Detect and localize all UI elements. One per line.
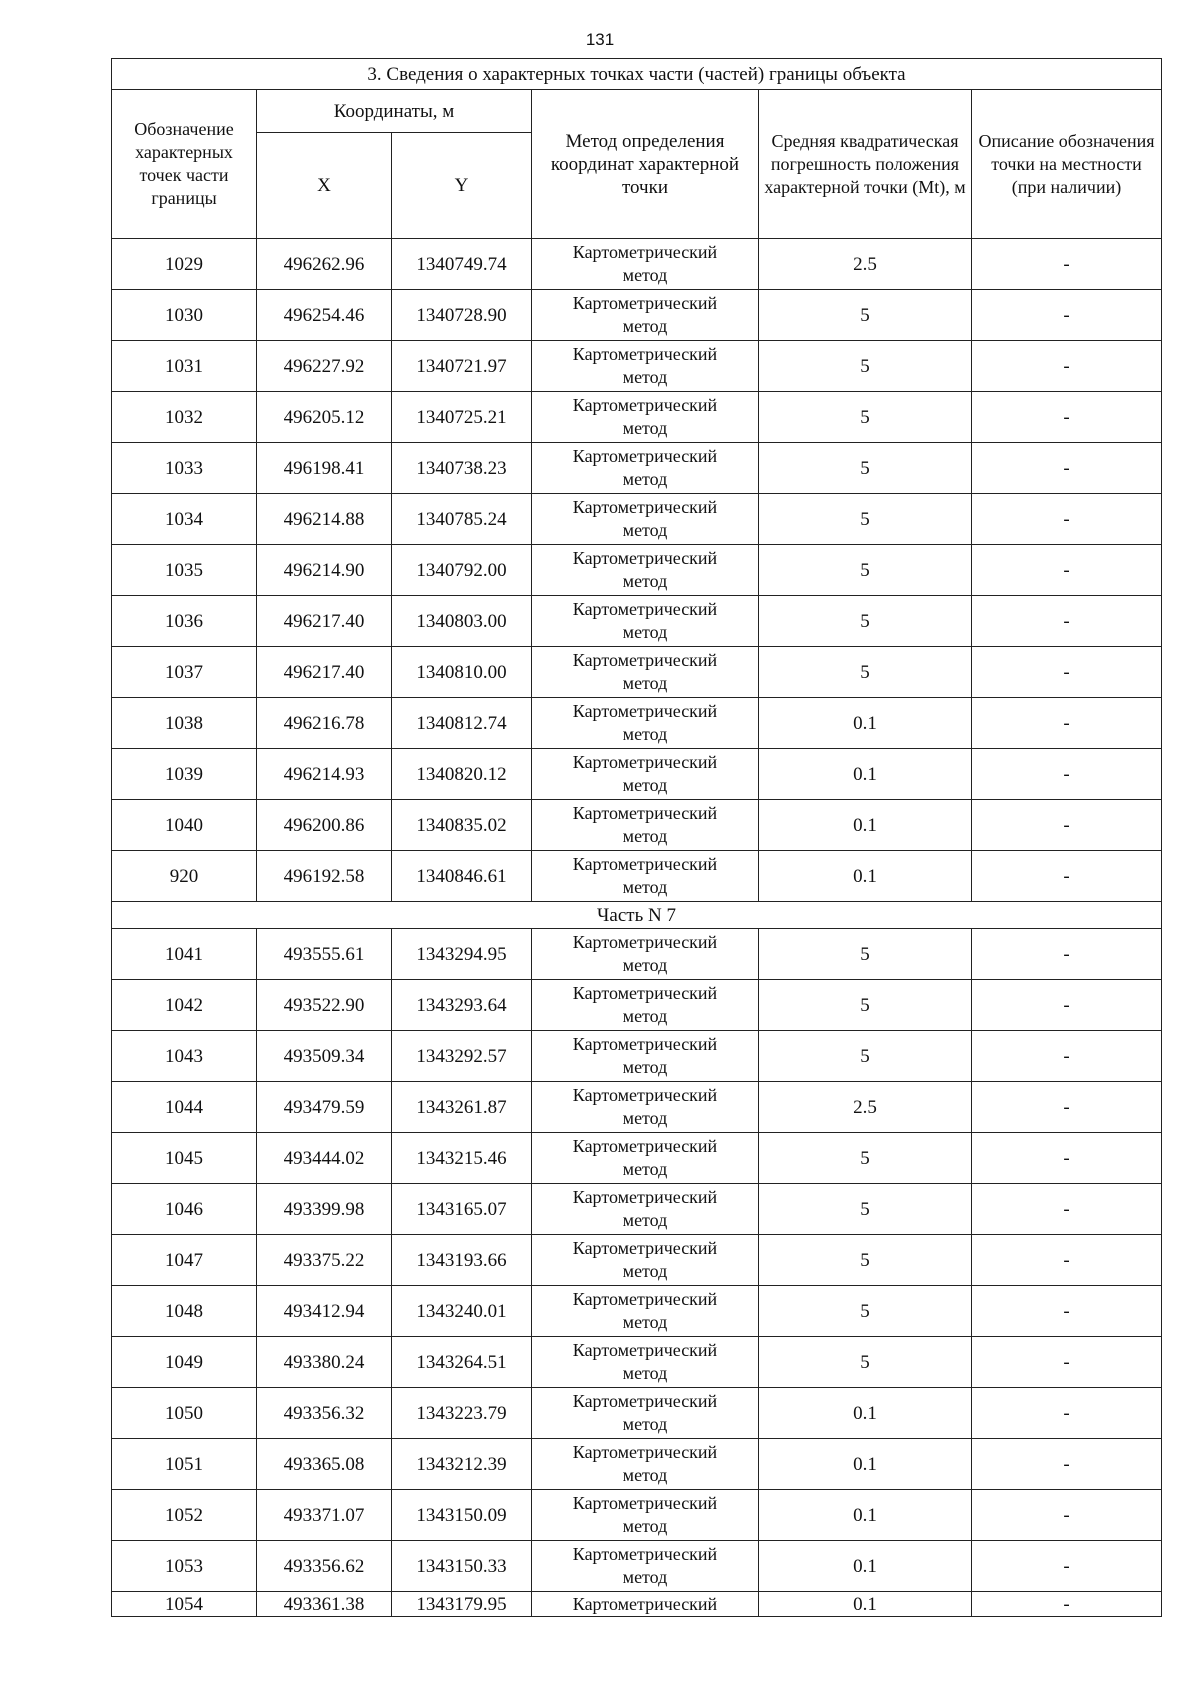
method-line-1: Картометрический <box>572 1493 718 1513</box>
table-row <box>112 749 1162 800</box>
table-row <box>112 1133 1162 1184</box>
method-cell <box>532 1082 759 1133</box>
x-coordinate-cell: 493444.02 <box>257 1133 392 1184</box>
method-cell <box>532 698 759 749</box>
header-x: X <box>257 133 392 239</box>
x-coordinate-cell: 493356.62 <box>257 1541 392 1592</box>
point-id-cell: 1054 <box>112 1592 257 1617</box>
table-row <box>112 1082 1162 1133</box>
method-cell <box>532 1388 759 1439</box>
table-row <box>112 1184 1162 1235</box>
method-line-2: метод <box>622 673 668 693</box>
method-line-1: Картометрический <box>572 1391 718 1411</box>
table-row <box>112 1286 1162 1337</box>
boundary-points-table <box>111 58 1162 1617</box>
table-row <box>112 341 1162 392</box>
method-line-1: Картометрический <box>572 1289 718 1309</box>
method-cell <box>532 851 759 902</box>
part-label-row <box>112 902 1162 929</box>
description-cell: - <box>972 851 1162 902</box>
table-row <box>112 494 1162 545</box>
x-coordinate-cell: 493365.08 <box>257 1439 392 1490</box>
point-id-cell: 1043 <box>112 1031 257 1082</box>
x-coordinate-cell: 496214.88 <box>257 494 392 545</box>
table-row <box>112 239 1162 290</box>
table-row <box>112 443 1162 494</box>
method-cell <box>532 1133 759 1184</box>
method-cell <box>532 290 759 341</box>
x-coordinate-cell: 493399.98 <box>257 1184 392 1235</box>
method-line-2: метод <box>622 367 668 387</box>
point-id-cell: 1051 <box>112 1439 257 1490</box>
description-cell: - <box>972 647 1162 698</box>
description-cell: - <box>972 545 1162 596</box>
method-line-2: метод <box>622 877 668 897</box>
error-cell: 0.1 <box>759 749 972 800</box>
x-coordinate-cell: 493361.38 <box>257 1592 392 1617</box>
table-row <box>112 1439 1162 1490</box>
x-coordinate-cell: 496200.86 <box>257 800 392 851</box>
point-id-cell: 1034 <box>112 494 257 545</box>
table-row <box>112 698 1162 749</box>
x-coordinate-cell: 496214.90 <box>257 545 392 596</box>
description-cell: - <box>972 290 1162 341</box>
method-line-2: метод <box>622 316 668 336</box>
method-line-2: метод <box>622 520 668 540</box>
x-coordinate-cell: 493509.34 <box>257 1031 392 1082</box>
method-line-1: Картометрический <box>572 854 718 874</box>
description-cell: - <box>972 698 1162 749</box>
description-cell: - <box>972 239 1162 290</box>
method-cell <box>532 647 759 698</box>
y-coordinate-cell: 1340721.97 <box>392 341 532 392</box>
error-cell: 5 <box>759 1286 972 1337</box>
description-cell: - <box>972 1286 1162 1337</box>
y-coordinate-cell: 1340728.90 <box>392 290 532 341</box>
method-line-2: метод <box>622 469 668 489</box>
method-line-1: Картометрический <box>572 803 718 823</box>
error-cell: 0.1 <box>759 1388 972 1439</box>
y-coordinate-cell: 1343150.09 <box>392 1490 532 1541</box>
point-id-cell: 1046 <box>112 1184 257 1235</box>
description-cell: - <box>972 1082 1162 1133</box>
method-cell <box>532 800 759 851</box>
error-cell: 5 <box>759 290 972 341</box>
method-line-2: метод <box>622 1516 668 1536</box>
x-coordinate-cell: 493479.59 <box>257 1082 392 1133</box>
table-row <box>112 800 1162 851</box>
method-line-2: метод <box>622 1006 668 1026</box>
error-cell: 5 <box>759 1337 972 1388</box>
y-coordinate-cell: 1340812.74 <box>392 698 532 749</box>
description-cell: - <box>972 1541 1162 1592</box>
table-row <box>112 1541 1162 1592</box>
method-line-1: Картометрический <box>572 548 718 568</box>
method-cell <box>532 980 759 1031</box>
description-cell: - <box>972 1031 1162 1082</box>
description-cell: - <box>972 1388 1162 1439</box>
error-cell: 5 <box>759 443 972 494</box>
method-line-2: метод <box>622 724 668 744</box>
point-id-cell: 1049 <box>112 1337 257 1388</box>
y-coordinate-cell: 1343165.07 <box>392 1184 532 1235</box>
table-row <box>112 929 1162 980</box>
table-row <box>112 290 1162 341</box>
table-row <box>112 851 1162 902</box>
method-line-1: Картометрический <box>572 1034 718 1054</box>
point-id-cell: 1048 <box>112 1286 257 1337</box>
point-id-cell: 1053 <box>112 1541 257 1592</box>
header-row-1 <box>112 90 1162 133</box>
description-cell: - <box>972 800 1162 851</box>
method-cell <box>532 1592 759 1617</box>
error-cell: 0.1 <box>759 1439 972 1490</box>
point-id-cell: 1039 <box>112 749 257 800</box>
y-coordinate-cell: 1340749.74 <box>392 239 532 290</box>
method-cell <box>532 1541 759 1592</box>
x-coordinate-cell: 493375.22 <box>257 1235 392 1286</box>
method-cell <box>532 239 759 290</box>
point-id-cell: 1038 <box>112 698 257 749</box>
x-coordinate-cell: 496192.58 <box>257 851 392 902</box>
description-cell: - <box>972 1184 1162 1235</box>
x-coordinate-cell: 496198.41 <box>257 443 392 494</box>
method-cell <box>532 929 759 980</box>
y-coordinate-cell: 1343261.87 <box>392 1082 532 1133</box>
method-cell <box>532 1490 759 1541</box>
table-row <box>112 980 1162 1031</box>
y-coordinate-cell: 1340846.61 <box>392 851 532 902</box>
point-id-cell: 920 <box>112 851 257 902</box>
method-line-2: метод <box>622 1210 668 1230</box>
description-cell: - <box>972 392 1162 443</box>
method-line-1: Картометрический <box>572 497 718 517</box>
method-line-1: Картометрический <box>572 446 718 466</box>
y-coordinate-cell: 1340835.02 <box>392 800 532 851</box>
table-row <box>112 545 1162 596</box>
method-cell <box>532 494 759 545</box>
method-line-2: метод <box>622 265 668 285</box>
y-coordinate-cell: 1340785.24 <box>392 494 532 545</box>
error-cell: 0.1 <box>759 1541 972 1592</box>
point-id-cell: 1050 <box>112 1388 257 1439</box>
method-line-1: Картометрический <box>572 599 718 619</box>
error-cell: 5 <box>759 1133 972 1184</box>
part-label: Часть N 7 <box>112 902 1162 929</box>
point-id-cell: 1044 <box>112 1082 257 1133</box>
description-cell: - <box>972 1439 1162 1490</box>
y-coordinate-cell: 1343150.33 <box>392 1541 532 1592</box>
point-id-cell: 1036 <box>112 596 257 647</box>
error-cell: 5 <box>759 929 972 980</box>
table-row <box>112 1031 1162 1082</box>
point-id-cell: 1042 <box>112 980 257 1031</box>
y-coordinate-cell: 1343193.66 <box>392 1235 532 1286</box>
error-cell: 5 <box>759 392 972 443</box>
error-cell: 0.1 <box>759 851 972 902</box>
method-line-2: метод <box>622 1414 668 1434</box>
point-id-cell: 1029 <box>112 239 257 290</box>
method-cell <box>532 1439 759 1490</box>
description-cell: - <box>972 749 1162 800</box>
point-id-cell: 1031 <box>112 341 257 392</box>
description-cell: - <box>972 1337 1162 1388</box>
point-id-cell: 1032 <box>112 392 257 443</box>
method-line-1: Картометрический <box>572 1442 718 1462</box>
error-cell: 5 <box>759 1031 972 1082</box>
method-line-2: метод <box>622 1465 668 1485</box>
error-cell: 0.1 <box>759 1490 972 1541</box>
point-id-cell: 1033 <box>112 443 257 494</box>
method-line-1: Картометрический <box>572 344 718 364</box>
x-coordinate-cell: 493522.90 <box>257 980 392 1031</box>
method-line-1: Картометрический <box>572 1136 718 1156</box>
y-coordinate-cell: 1343223.79 <box>392 1388 532 1439</box>
point-id-cell: 1037 <box>112 647 257 698</box>
error-cell: 0.1 <box>759 1592 972 1617</box>
y-coordinate-cell: 1340792.00 <box>392 545 532 596</box>
error-cell: 5 <box>759 1184 972 1235</box>
description-cell: - <box>972 980 1162 1031</box>
method-line-1: Картометрический <box>572 701 718 721</box>
method-cell <box>532 443 759 494</box>
method-line-1: Картометрический <box>572 395 718 415</box>
method-line-2: метод <box>622 775 668 795</box>
x-coordinate-cell: 496254.46 <box>257 290 392 341</box>
method-line-2: метод <box>622 1057 668 1077</box>
y-coordinate-cell: 1343264.51 <box>392 1337 532 1388</box>
description-cell: - <box>972 494 1162 545</box>
description-cell: - <box>972 341 1162 392</box>
method-line-1: Картометрический <box>572 293 718 313</box>
error-cell: 5 <box>759 1235 972 1286</box>
error-cell: 5 <box>759 494 972 545</box>
x-coordinate-cell: 493380.24 <box>257 1337 392 1388</box>
point-id-cell: 1052 <box>112 1490 257 1541</box>
header-error: Средняя квадратическая погрешность положения характерной точки (Mt), м <box>759 90 972 239</box>
y-coordinate-cell: 1340803.00 <box>392 596 532 647</box>
x-coordinate-cell: 496216.78 <box>257 698 392 749</box>
method-line-1: Картометрический <box>572 650 718 670</box>
method-line-2: метод <box>622 1159 668 1179</box>
table-title-row <box>112 59 1162 90</box>
y-coordinate-cell: 1340738.23 <box>392 443 532 494</box>
y-coordinate-cell: 1343292.57 <box>392 1031 532 1082</box>
point-id-cell: 1030 <box>112 290 257 341</box>
method-line-1: Картометрический <box>572 1187 718 1207</box>
table-row <box>112 392 1162 443</box>
description-cell: - <box>972 929 1162 980</box>
error-cell: 5 <box>759 341 972 392</box>
method-line-1: Картометрический <box>572 1085 718 1105</box>
table-body <box>112 59 1162 1617</box>
method-cell <box>532 392 759 443</box>
table-row <box>112 1337 1162 1388</box>
method-cell <box>532 749 759 800</box>
x-coordinate-cell: 496262.96 <box>257 239 392 290</box>
x-coordinate-cell: 493412.94 <box>257 1286 392 1337</box>
method-line-2: метод <box>622 1261 668 1281</box>
method-cell <box>532 545 759 596</box>
y-coordinate-cell: 1340820.12 <box>392 749 532 800</box>
error-cell: 5 <box>759 596 972 647</box>
method-cell <box>532 1184 759 1235</box>
y-coordinate-cell: 1343293.64 <box>392 980 532 1031</box>
point-id-cell: 1035 <box>112 545 257 596</box>
description-cell: - <box>972 1592 1162 1617</box>
method-line-1: Картометрический <box>572 932 718 952</box>
table-row <box>112 1235 1162 1286</box>
x-coordinate-cell: 496227.92 <box>257 341 392 392</box>
point-id-cell: 1045 <box>112 1133 257 1184</box>
error-cell: 5 <box>759 980 972 1031</box>
y-coordinate-cell: 1340810.00 <box>392 647 532 698</box>
method-line-2: метод <box>622 418 668 438</box>
y-coordinate-cell: 1343294.95 <box>392 929 532 980</box>
x-coordinate-cell: 493555.61 <box>257 929 392 980</box>
method-line-1: Картометрический <box>572 242 718 262</box>
method-line-1: Картометрический <box>572 1238 718 1258</box>
method-line-1: Картометрический <box>572 1340 718 1360</box>
description-cell: - <box>972 1133 1162 1184</box>
error-cell: 5 <box>759 545 972 596</box>
table-row <box>112 1388 1162 1439</box>
table-row <box>112 1592 1162 1617</box>
header-description: Описание обозначения точки на местности (при наличии) <box>972 90 1162 239</box>
y-coordinate-cell: 1343212.39 <box>392 1439 532 1490</box>
error-cell: 0.1 <box>759 800 972 851</box>
error-cell: 0.1 <box>759 698 972 749</box>
page-number: 131 <box>585 30 615 49</box>
x-coordinate-cell: 496214.93 <box>257 749 392 800</box>
method-cell <box>532 341 759 392</box>
table-row <box>112 1490 1162 1541</box>
point-id-cell: 1040 <box>112 800 257 851</box>
x-coordinate-cell: 496217.40 <box>257 647 392 698</box>
method-cell <box>532 1235 759 1286</box>
x-coordinate-cell: 496217.40 <box>257 596 392 647</box>
error-cell: 5 <box>759 647 972 698</box>
x-coordinate-cell: 493371.07 <box>257 1490 392 1541</box>
y-coordinate-cell: 1343215.46 <box>392 1133 532 1184</box>
method-line-1: Картометрический <box>572 983 718 1003</box>
method-line-2: метод <box>622 1363 668 1383</box>
x-coordinate-cell: 496205.12 <box>257 392 392 443</box>
y-coordinate-cell: 1343179.95 <box>392 1592 532 1617</box>
y-coordinate-cell: 1343240.01 <box>392 1286 532 1337</box>
header-y: Y <box>392 133 532 239</box>
method-cell <box>532 1337 759 1388</box>
method-line-2: метод <box>622 1312 668 1332</box>
table-title: 3. Сведения о характерных точках части (частей) границы объекта <box>112 59 1162 90</box>
method-line-2: метод <box>622 1108 668 1128</box>
description-cell: - <box>972 1490 1162 1541</box>
description-cell: - <box>972 443 1162 494</box>
method-line-1: Картометрический <box>572 1593 718 1614</box>
x-coordinate-cell: 493356.32 <box>257 1388 392 1439</box>
method-line-2: метод <box>622 955 668 975</box>
method-line-2: метод <box>622 1567 668 1587</box>
header-method: Метод определения координат характерной точки <box>532 90 759 239</box>
point-id-cell: 1047 <box>112 1235 257 1286</box>
y-coordinate-cell: 1340725.21 <box>392 392 532 443</box>
method-cell <box>532 1031 759 1082</box>
method-line-2: метод <box>622 826 668 846</box>
method-line-1: Картометрический <box>572 752 718 772</box>
method-line-2: метод <box>622 622 668 642</box>
description-cell: - <box>972 1235 1162 1286</box>
method-cell <box>532 596 759 647</box>
method-line-1: Картометрический <box>572 1544 718 1564</box>
header-point: Обозначение характерных точек части границы <box>112 90 257 239</box>
error-cell: 2.5 <box>759 239 972 290</box>
table-row <box>112 596 1162 647</box>
table-row <box>112 647 1162 698</box>
error-cell: 2.5 <box>759 1082 972 1133</box>
method-cell <box>532 1286 759 1337</box>
method-line-2: метод <box>622 571 668 591</box>
description-cell: - <box>972 596 1162 647</box>
header-coordinates: Координаты, м <box>257 90 532 133</box>
point-id-cell: 1041 <box>112 929 257 980</box>
